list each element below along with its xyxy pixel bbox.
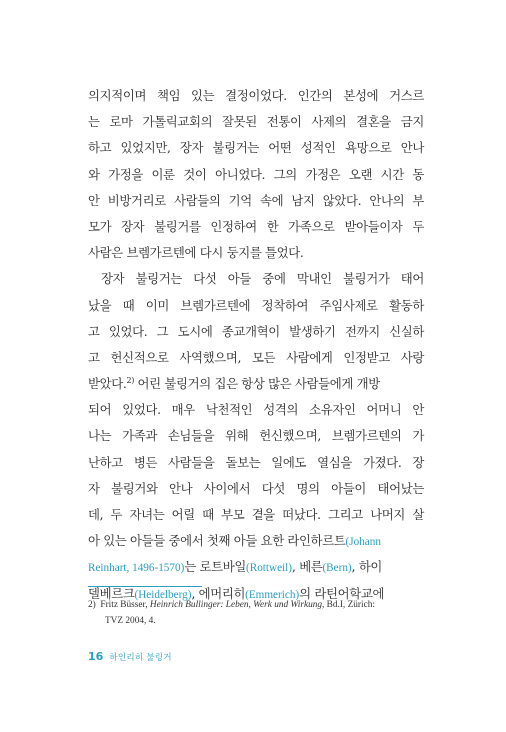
text-line: 데, 두 자녀는 어릴 때 부모 곁을 떠났다. 그리고 나머지 살 — [88, 507, 424, 522]
footnote-author: Fritz Büsser, — [100, 600, 150, 610]
text-fragment: 델베르크 — [88, 585, 135, 601]
text-line: 나는 가족과 손님들을 위해 헌신했으며, 브렘가르텐의 가 — [88, 428, 424, 444]
page-number: 16 — [88, 650, 104, 663]
text-line: 안 비방거리로 사람들의 기억 속에 남지 않았다. 안나의 부 — [88, 192, 424, 208]
footnote-rest: , Bd.I, Zürich: — [322, 600, 375, 610]
footnote-line — [88, 598, 428, 614]
text-line: 모가 장자 불링거를 인정하여 한 가족으로 받아들이자 두 — [88, 218, 424, 234]
footnote-reference: 2) — [126, 375, 134, 385]
latin-name: (Emmerich) — [245, 588, 300, 601]
page-footer — [88, 650, 172, 663]
text-fragment: , 하이 — [351, 559, 383, 575]
text-fragment: 아 있는 아들들 중에서 첫째 아들 요한 라인하르트 — [88, 533, 346, 549]
text-line: 났을 때 이미 브렘가르텐에 정착하여 주임사제로 활동하 — [88, 297, 424, 313]
text-line: 는 로마 가톨릭교회의 잘못된 전통이 사제의 결혼을 금지 — [88, 114, 424, 130]
latin-name: (Bern) — [322, 562, 352, 575]
text-line: 사람은 브렘가르텐에 다시 둥지를 틀었다. — [88, 245, 304, 261]
text-line: 하고 있었지만, 장자 불링거는 어떤 성적인 욕망으로 안나 — [88, 140, 424, 156]
text-line: 고 헌신적으로 사역했으며, 모든 사람에게 인정받고 사랑 — [88, 349, 424, 365]
footnote-line: TVZ 2004, 4. — [105, 615, 156, 626]
footnote-divider — [88, 586, 202, 587]
text-fragment: 의 라틴어학교에 — [299, 585, 385, 601]
latin-name: (Heidelberg) — [134, 588, 192, 601]
text-line: 난하고 병든 사람들을 돌보는 일에도 열심을 가졌다. 장 — [88, 454, 424, 470]
latin-name: Reinhart, 1496-1570) — [88, 562, 185, 575]
text-line: 고 있었다. 그 도시에 종교개혁이 발생하기 전까지 신실하 — [88, 323, 424, 339]
footnote-title: Heinrich Bullinger: Leben, Werk und Wirkung — [149, 600, 323, 610]
footnote — [88, 598, 428, 629]
text-line: 되어 있었다. 매우 낙천적인 성격의 소유자인 어머니 안 — [88, 402, 424, 418]
text-line: 의지적이며 책임 있는 결정이었다. 인간의 본성에 거스르 — [88, 88, 424, 103]
text-fragment: 는 로트바일 — [184, 559, 247, 575]
text-line: 장자 불링거는 다섯 아들 중에 막내인 불링거가 태어 — [101, 271, 424, 287]
text-fragment: , 에머리히 — [191, 585, 246, 601]
text-fragment: 어린 불링거의 집은 항상 많은 사람들에게 개방 — [133, 376, 380, 392]
text-line — [88, 528, 424, 554]
body-text — [88, 83, 424, 607]
text-line — [88, 371, 424, 397]
latin-name: (Rottweil) — [246, 562, 293, 575]
text-line — [88, 554, 424, 580]
running-title: 하인리히 불링거 — [109, 653, 172, 663]
latin-name: (Johann — [345, 536, 381, 549]
text-line: 와 가정을 이룬 것이 아니었다. 그의 가정은 오랜 시간 동 — [88, 166, 424, 182]
text-fragment: 받았다. — [88, 376, 127, 392]
footnote-marker: 2) — [88, 600, 96, 610]
text-fragment: , 베른 — [292, 559, 323, 575]
text-line: 자 불링거와 안나 사이에서 다섯 명의 아들이 태어났는 — [88, 480, 424, 496]
